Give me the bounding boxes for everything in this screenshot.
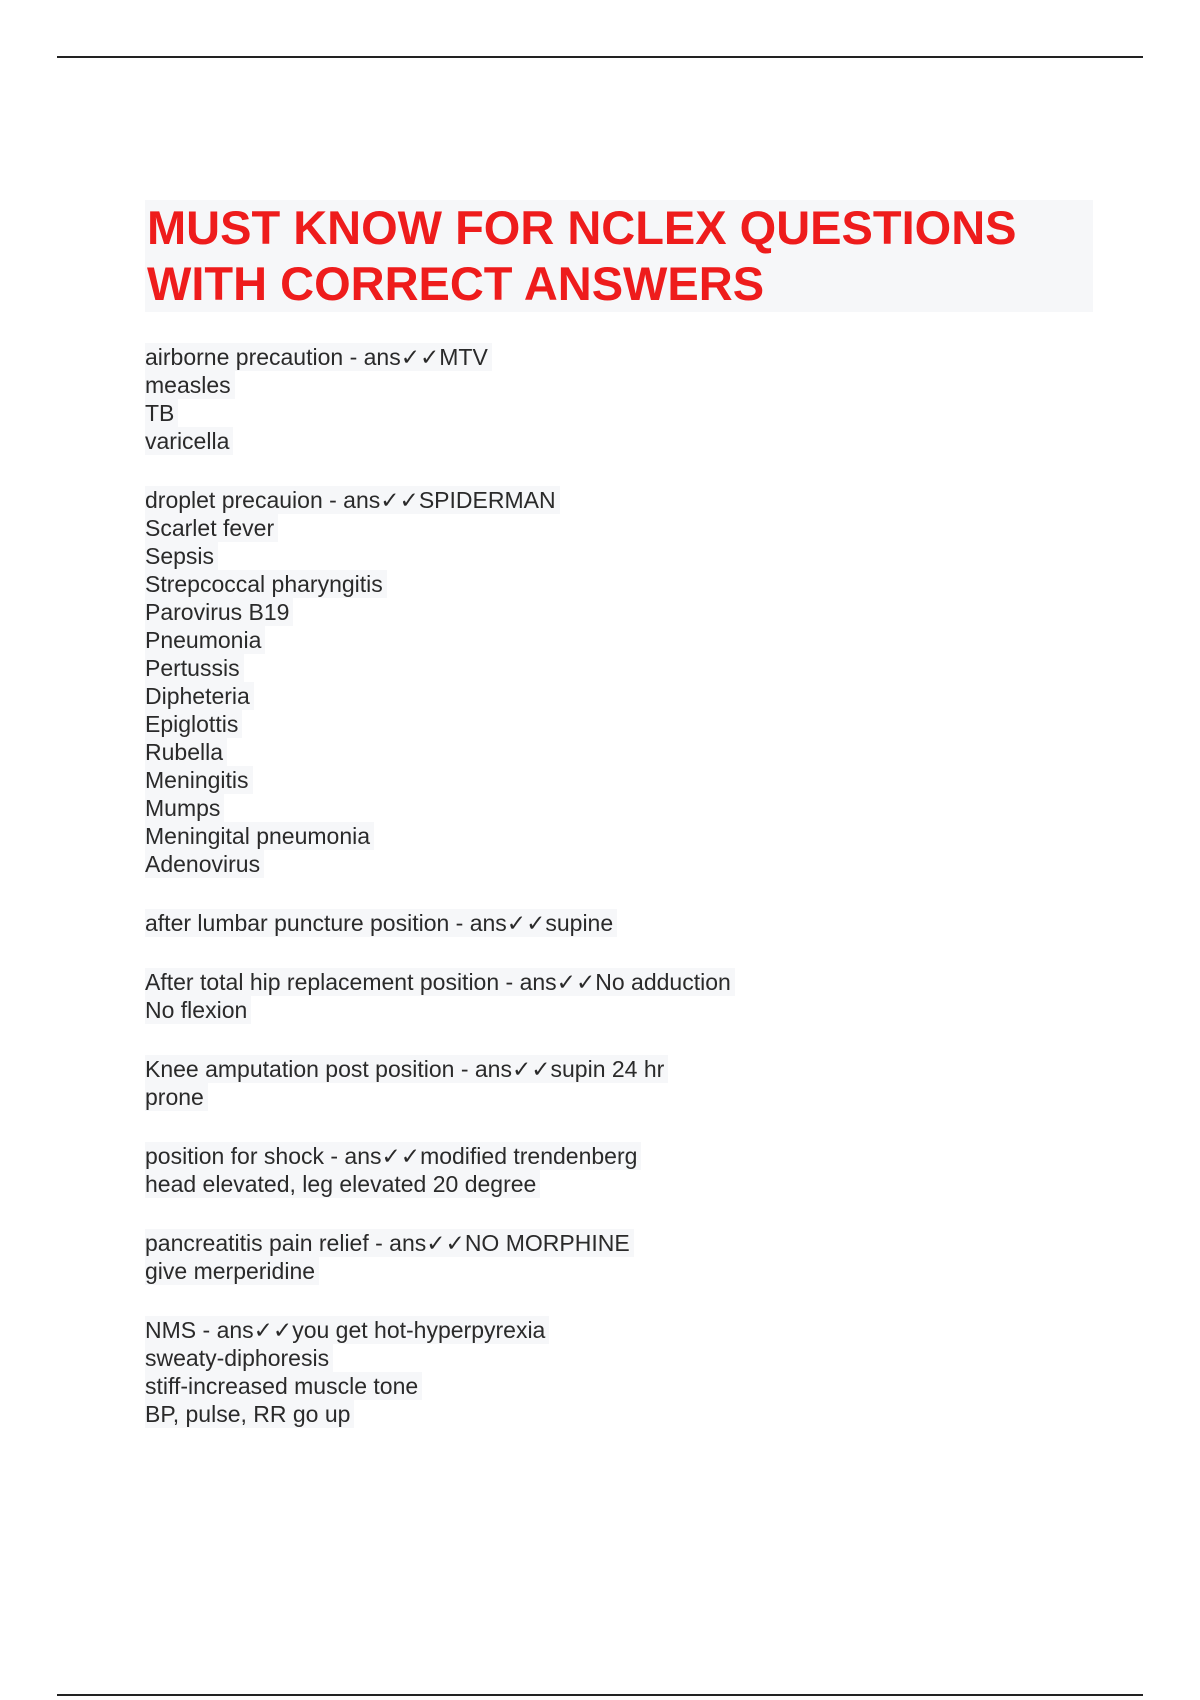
- answer-line: give merperidine: [145, 1257, 319, 1285]
- qa-question-line: [145, 1316, 549, 1344]
- question-text: airborne precaution: [145, 344, 344, 370]
- answer-line: Pertussis: [145, 654, 244, 682]
- answer-line: measles: [145, 371, 235, 399]
- answer-text: modified trendenberg: [420, 1143, 638, 1169]
- answer-line: Pneumonia: [145, 626, 265, 654]
- answer-line: Meningitis: [145, 766, 253, 794]
- answer-line: stiff-increased muscle tone: [145, 1372, 422, 1400]
- answer-line: Mumps: [145, 794, 224, 822]
- answer-line: Dipheteria: [145, 682, 254, 710]
- qa-question-line: [145, 1229, 634, 1257]
- answer-text: No adduction: [595, 969, 731, 995]
- qa-question-line: [145, 909, 617, 937]
- header-rule: [57, 56, 1143, 58]
- qa-entry: [145, 1142, 1105, 1198]
- answer-line: BP, pulse, RR go up: [145, 1400, 354, 1428]
- answer-line: No flexion: [145, 996, 251, 1024]
- answer-marker: - ans✓✓: [196, 1317, 293, 1343]
- qa-entry: [145, 1055, 1105, 1111]
- answer-marker: - ans✓✓: [323, 1143, 421, 1169]
- answer-text: supin 24 hr: [550, 1056, 665, 1082]
- title-line-1: MUST KNOW FOR NCLEX QUESTIONS: [147, 201, 1017, 254]
- question-text: Knee amputation post position: [145, 1056, 455, 1082]
- answer-marker: - ans✓✓: [454, 1056, 551, 1082]
- answer-line: varicella: [145, 427, 233, 455]
- answer-text: NO MORPHINE: [464, 1230, 630, 1256]
- qa-question-line: [145, 486, 560, 514]
- answer-line: Meningital pneumonia: [145, 822, 374, 850]
- document-title: [145, 200, 1093, 312]
- answer-text: SPIDERMAN: [418, 487, 556, 513]
- question-text: position for shock: [145, 1143, 324, 1169]
- qa-question-line: [145, 968, 735, 996]
- qa-question-line: [145, 1142, 641, 1170]
- answer-line: Sepsis: [145, 542, 218, 570]
- title-line-2: WITH CORRECT ANSWERS: [147, 257, 765, 310]
- answer-text: supine: [545, 910, 614, 936]
- answer-text: MTV: [439, 344, 488, 370]
- question-text: droplet precauion: [145, 487, 323, 513]
- answer-marker: - ans✓✓: [499, 969, 596, 995]
- answer-marker: - ans✓✓: [343, 344, 440, 370]
- question-text: After total hip replacement position: [145, 969, 500, 995]
- question-text: after lumbar puncture position: [145, 910, 450, 936]
- qa-entry: [145, 1316, 1105, 1428]
- answer-marker: - ans✓✓: [449, 910, 546, 936]
- answer-line: prone: [145, 1083, 208, 1111]
- question-text: NMS: [145, 1317, 197, 1343]
- answer-text: you get hot-hyperpyrexia: [292, 1317, 546, 1343]
- qa-entry: [145, 486, 1105, 878]
- answer-line: Parovirus B19: [145, 598, 293, 626]
- answer-line: Adenovirus: [145, 850, 264, 878]
- qa-entry: [145, 909, 1105, 937]
- qa-entry: [145, 1229, 1105, 1285]
- answer-marker: - ans✓✓: [322, 487, 419, 513]
- qa-question-line: [145, 343, 492, 371]
- footer-rule: [57, 1694, 1143, 1696]
- answer-line: Epiglottis: [145, 710, 242, 738]
- question-text: pancreatitis pain relief: [145, 1230, 369, 1256]
- answer-marker: - ans✓✓: [368, 1230, 465, 1256]
- qa-entry: [145, 343, 1105, 455]
- answer-line: TB: [145, 399, 178, 427]
- qa-question-line: [145, 1055, 668, 1083]
- answer-line: sweaty-diphoresis: [145, 1344, 333, 1372]
- qa-entry: [145, 968, 1105, 1024]
- answer-line: Scarlet fever: [145, 514, 278, 542]
- qa-list: [145, 343, 1105, 1459]
- answer-line: Rubella: [145, 738, 227, 766]
- answer-line: head elevated, leg elevated 20 degree: [145, 1170, 540, 1198]
- answer-line: Strepcoccal pharyngitis: [145, 570, 387, 598]
